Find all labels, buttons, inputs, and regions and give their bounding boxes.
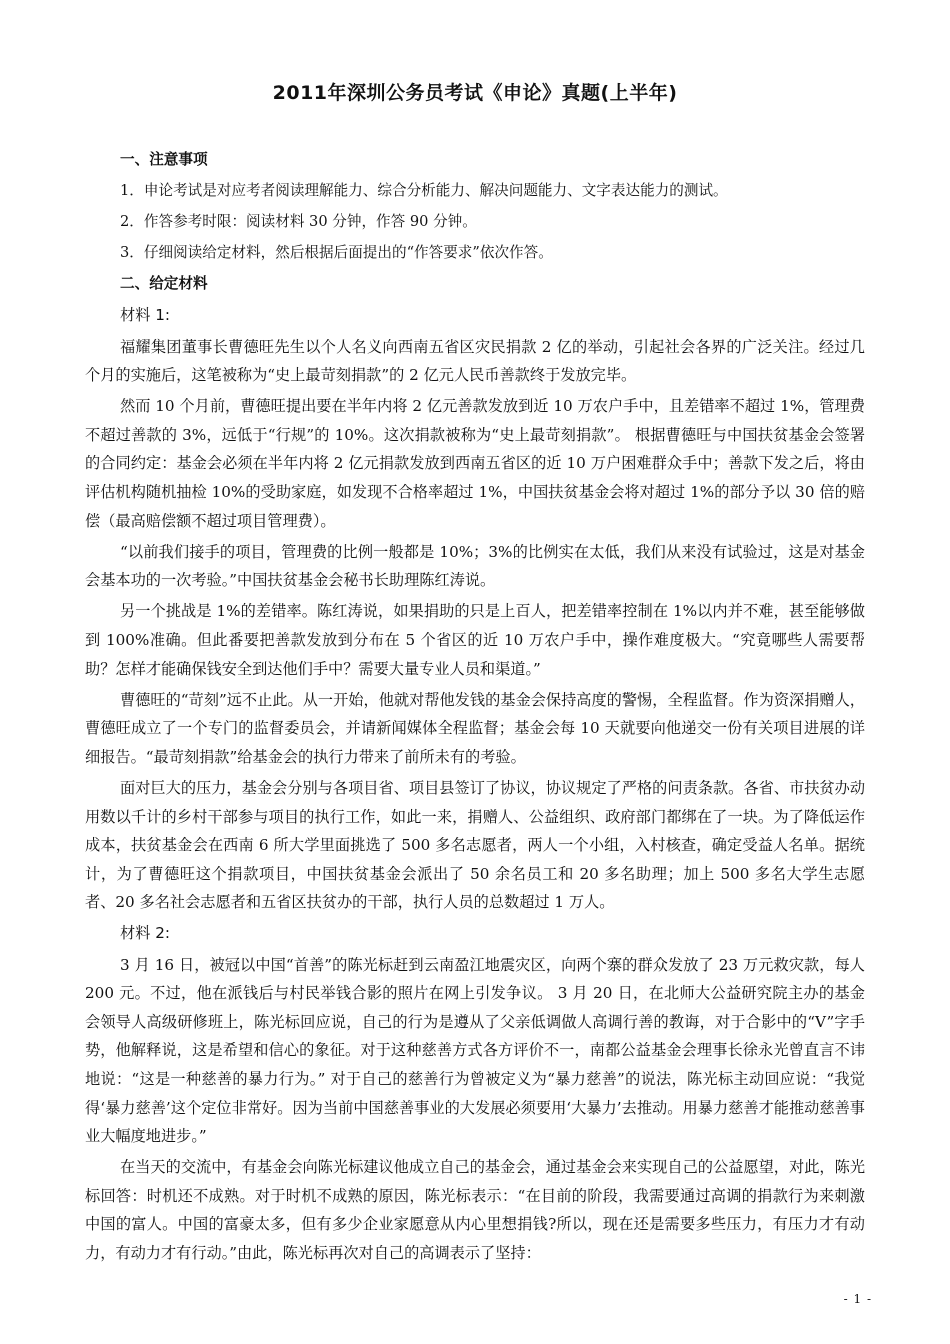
body-paragraph: 然而 10 个月前，曹德旺提出要在半年内将 2 亿元善款发放到近 10 万农户手中，且差错率不超过 1%，管理费不超过善款的 3%，远低于“行规”的 10%。这次捐款被称为“史上最苛刻捐款”。 根据曹德旺与中国扶贫基金会签署的合同约定：基金会必须在半年内将 2 亿元捐款发放到西南五省区的近 10 万户困难群众手中；善款下发之后，将由评估机构随机抽检 10%的受助家庭，如发现不合格率超过 1%，中国扶贫基金会将对超过 1%的部分予以 30 倍的赔偿（最高赔偿额不超过项目管理费）。 (85, 397, 866, 530)
section-heading: 一、注意事项 (120, 151, 208, 168)
notice-item: 1．申论考试是对应考者阅读理解能力、综合分析能力、解决问题能力、文字表达能力的测试。 (120, 182, 728, 200)
body-paragraph: 3 月 16 日，被冠以中国“首善”的陈光标赶到云南盈江地震灾区，向两个寨的群众发放了 23 万元救灾款，每人 200 元。不过，他在派钱后与村民举钱合影的照片在网上引发争议。 3 月 20 日，在北师大公益研究院主办的基金会领导人高级研修班上，陈光标回应说，自己的行为是遵从了父亲低调做人高调行善的教诲，对于合影中的“V”字手势，他解释说，这是希望和信心的象征。对于这种慈善方式各方评价不一，南都公益基金会理事长徐永光曾直言不讳地说：“这是一种慈善的暴力行为。” 对于自己的慈善行为曾被定义为“暴力慈善”的说法，陈光标主动回应说：“我觉得‘暴力慈善’这个定位非常好。因为当前中国慈善事业的大发展必须要用‘大暴力’去推动。用暴力慈善才能推动慈善事业大幅度地进步。” (85, 955, 865, 1146)
body-paragraph: “以前我们接手的项目，管理费的比例一般都是 10%；3%的比例实在太低，我们从来没有试验过，这是对基金会基本功的一次考验。”中国扶贫基金会秘书长助理陈红涛说。 (85, 542, 865, 590)
document-title: 2011年深圳公务员考试《申论》真题(上半年) (272, 82, 678, 104)
body-paragraph: 另一个挑战是 1%的差错率。陈红涛说，如果捐助的只是上百人，把差错率控制在 1%以内并不难，甚至能够做到 100%准确。但此番要把善款发放到分布在 5 个省区的近 10 万农户手中，操作难度极大。“究竟哪些人需要帮助？怎样才能确保钱安全到达他们手中？需要大量专业人员和渠道。” (85, 602, 865, 678)
body-paragraph: 在当天的交流中，有基金会向陈光标建议他成立自己的基金会，通过基金会来实现自己的公益愿望，对此，陈光标回答：时机还不成熟。对于时机不成熟的原因，陈光标表示：“在目前的阶段，我需要通过高调的捐款行为来刺激中国的富人。中国的富豪太多，但有多少企业家愿意从内心里想捐钱?所以，现在还是需要多些压力，有压力才有动力，有动力才有行动。”由此，陈光标再次对自己的高调表示了坚持： (85, 1158, 865, 1262)
page-number: - 1 - (843, 1292, 872, 1306)
body-paragraph: 面对巨大的压力，基金会分别与各项目省、项目县签订了协议，协议规定了严格的问责条款。各省、市扶贫办动用数以千计的乡村干部参与项目的执行工作，如此一来，捐赠人、公益组织、政府部门都绑在了一块。为了降低运作成本，扶贫基金会在西南 6 所大学里面挑选了 500 多名志愿者，两人一个小组，入村核查，确定受益人名单。据统计，为了曹德旺这个捐款项目，中国扶贫基金会派出了 50 余名员工和 20 多名助理；加上 500 多名大学生志愿者、20 多名社会志愿者和五省区扶贫办的干部，执行人员的总数超过 1 万人。 (85, 778, 865, 912)
document-body (85, 146, 865, 1270)
notice-item: 3．仔细阅读给定材料，然后根据后面提出的“作答要求”依次作答。 (120, 244, 553, 262)
section-heading: 二、给定材料 (120, 275, 208, 293)
material-heading: 材料 2: (120, 924, 170, 943)
notice-item: 2．作答参考时限：阅读材料 30 分钟，作答 90 分钟。 (120, 213, 477, 231)
body-paragraph: 曹德旺的“苛刻”远不止此。从一开始，他就对帮他发钱的基金会保持高度的警惕，全程监督。作为资深捐赠人，曹德旺成立了一个专门的监督委员会，并请新闻媒体全程监督；基金会每 10 天就要向他递交一份有关项目进展的详细报告。“最苛刻捐款”给基金会的执行力带来了前所未有的考验。 (85, 690, 865, 766)
material-heading: 材料 1: (120, 306, 170, 325)
body-paragraph: 福耀集团董事长曹德旺先生以个人名义向西南五省区灾民捐款 2 亿的举动，引起社会各界的广泛关注。经过几个月的实施后，这笔被称为“史上最苛刻捐款”的 2 亿元人民币善款终于发放完毕。 (85, 337, 865, 385)
